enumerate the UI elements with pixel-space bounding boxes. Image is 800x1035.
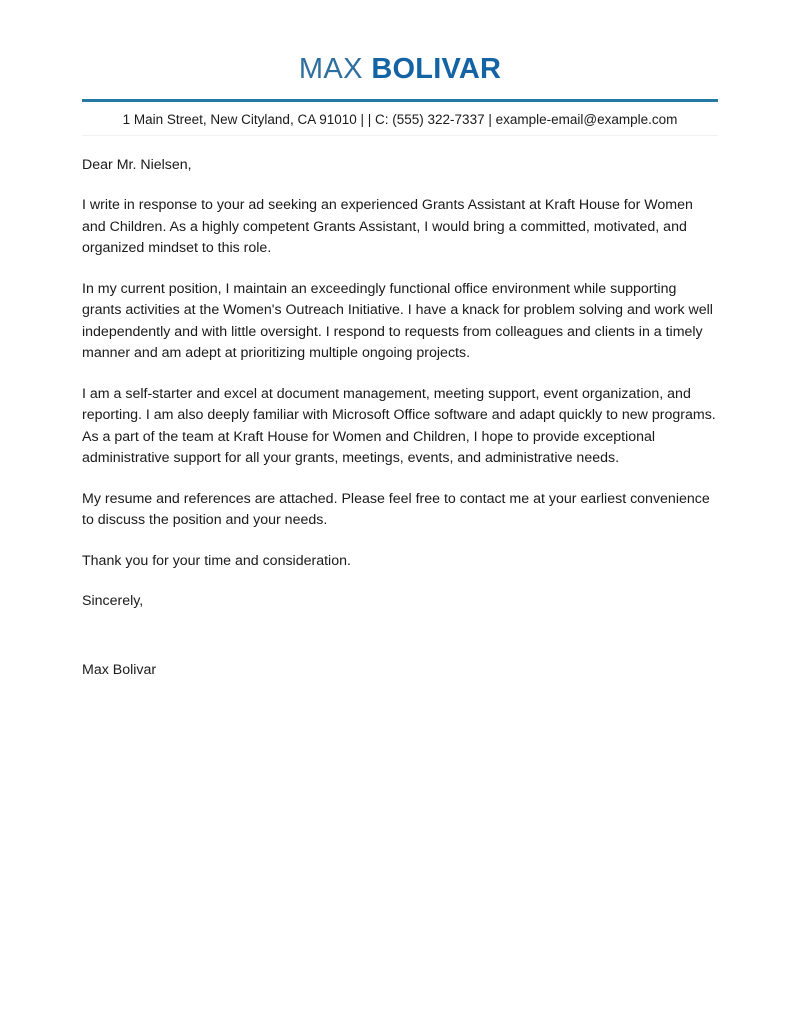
header-divider (82, 99, 718, 102)
contact-divider (82, 135, 718, 136)
paragraph-1: I write in response to your ad seeking an experienced Grants Assistant at Kraft House for Women and Children. As a highly competent Grants Assistant, I would bring a committed, motivated, and organized mindset to this role. (82, 197, 693, 256)
salutation: Dear Mr. Nielsen, (82, 157, 192, 173)
letter-body (0, 155, 800, 681)
sign-off-line: Sincerely, (82, 593, 144, 609)
signature-name: Max Bolivar (82, 661, 157, 678)
paragraph-3: I am a self-starter and excel at document management, meeting support, event organization, and reporting. I am also deeply familiar with Microsoft Office software and adapt quickly to new programs. As a part of the team at Kraft House for Women and Children, I hope to provide exceptional administrative support for all your grants, meetings, events, and administrative needs. (82, 385, 716, 466)
applicant-name (82, 52, 718, 86)
paragraph-2: In my current position, I maintain an exceedingly functional office environment while supporting grants activities at the Women's Outreach Initiative. I have a knack for problem solving and work well independently and with little oversight. I respond to requests from colleagues and clients in a timely manner and am adept at prioritizing multiple ongoing projects. (82, 280, 713, 361)
thank-you-line: Thank you for your time and consideration. (82, 552, 351, 569)
paragraph-4: My resume and references are attached. Please feel free to contact me at your earliest convenience to discuss the position and your needs. (82, 490, 710, 528)
applicant-first-name: MAX (298, 53, 363, 85)
letterhead (0, 0, 800, 136)
contact-info-line: 1 Main Street, New Cityland, CA 91010 | | C: (555) 322-7337 | example-email@example.com (122, 112, 678, 127)
applicant-last-name: BOLIVAR (371, 53, 502, 85)
